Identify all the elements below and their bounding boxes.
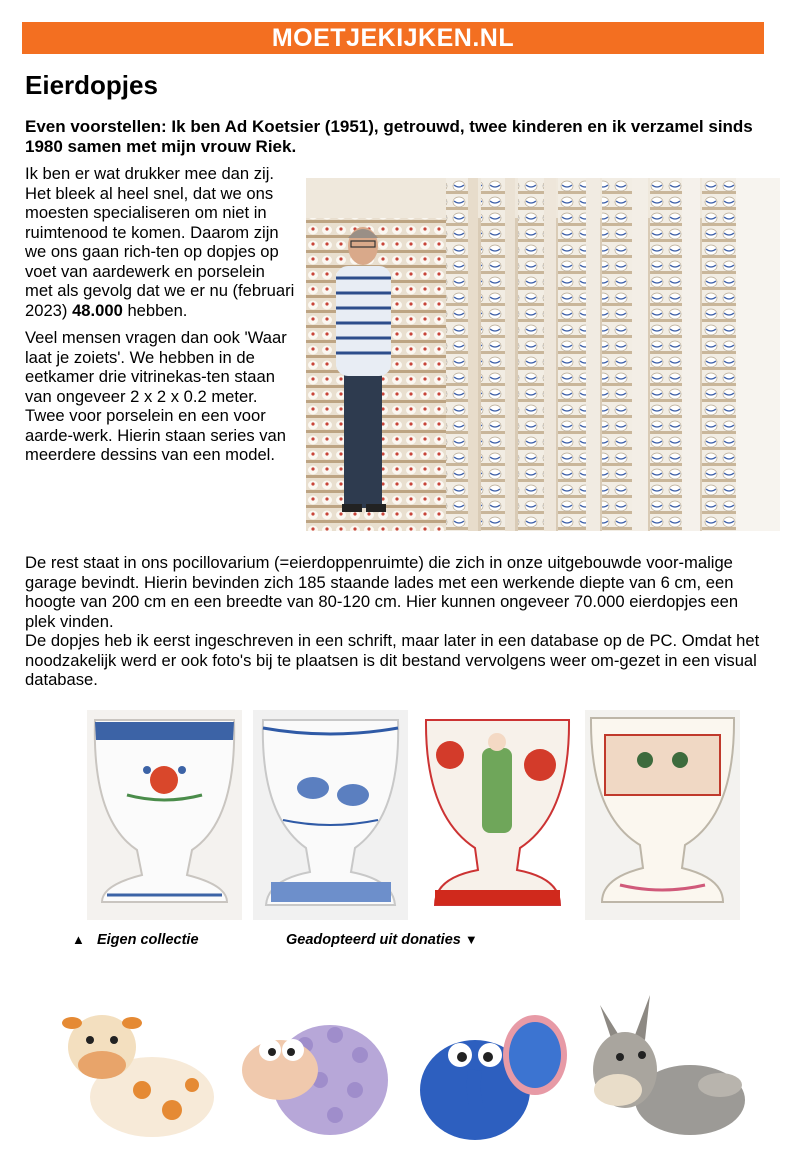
donkey-figure — [580, 985, 750, 1155]
page-title: Eierdopjes — [25, 70, 158, 100]
elephant-figure — [400, 995, 570, 1158]
paragraph-3: De rest staat in ons pocillovarium (=eierdoppenruimte) die zich in onze uitgebouwde voor-malige garage bevindt. Hierin bevinden zich 185 staande lades met een werkende diepte van 6 cm, een hoogte van 200 cm en een breedte van 80-120 cm. Hier kunnen ongeveer 70.000 eierdopjes een plek vinden. — [25, 553, 739, 631]
cow-figure — [52, 985, 222, 1155]
floral-cup — [87, 710, 242, 920]
caption-donated: Geadopteerd uit donaties ▼ — [286, 932, 478, 948]
down-arrow-icon: ▼ — [464, 932, 478, 947]
collector-photo — [306, 178, 780, 531]
paragraph-1: Ik ben er wat drukker mee dan zij. Het bleek al heel snel, dat we ons moesten specialiseren om niet in ruimtenood te komen. Daarom zijn we ons gaan rich-ten op dopjes op voet van aardewerk en porselein met als gevolg dat we er nu (februari 2023) 48.000 hebben. — [25, 164, 295, 320]
paragraph-2: Veel mensen vragen dan ook 'Waar laat je zoiets'. We hebben in de eetkamer drie vitrinekas-ten staan van ongeveer 2 x 2 x 0.2 meter. Twee voor porselein en een voor aarde-werk. Hierin staan series van meerdere dessins van een model. — [25, 328, 287, 464]
paragraph-4: De dopjes heb ik eerst ingeschreven in een schrift, maar later in een database op de PC. Omdat het noodzakelijk werd er ook foto's bij te plaatsen is dit bestand vervolgens weer om-gezet in een visual database. — [25, 631, 760, 689]
bird-cup — [253, 710, 408, 920]
collection-count: 48.000 — [72, 300, 123, 320]
left-column — [25, 164, 297, 473]
sheep-figure — [225, 995, 395, 1158]
intro-text: Even voorstellen: Ik ben Ad Koetsier (1951), getrouwd, twee kinderen en ik verzamel sinds 1980 samen met mijn vrouw Riek. — [25, 117, 753, 156]
site-banner[interactable]: MOETJEKIJKEN.NL — [22, 22, 764, 54]
up-arrow-icon: ▲ — [72, 932, 85, 947]
caption-own-collection: ▲ Eigen collectie — [72, 932, 199, 948]
couple-cup — [585, 710, 740, 920]
geisha-cup — [420, 710, 575, 920]
full-width-text — [25, 553, 770, 690]
